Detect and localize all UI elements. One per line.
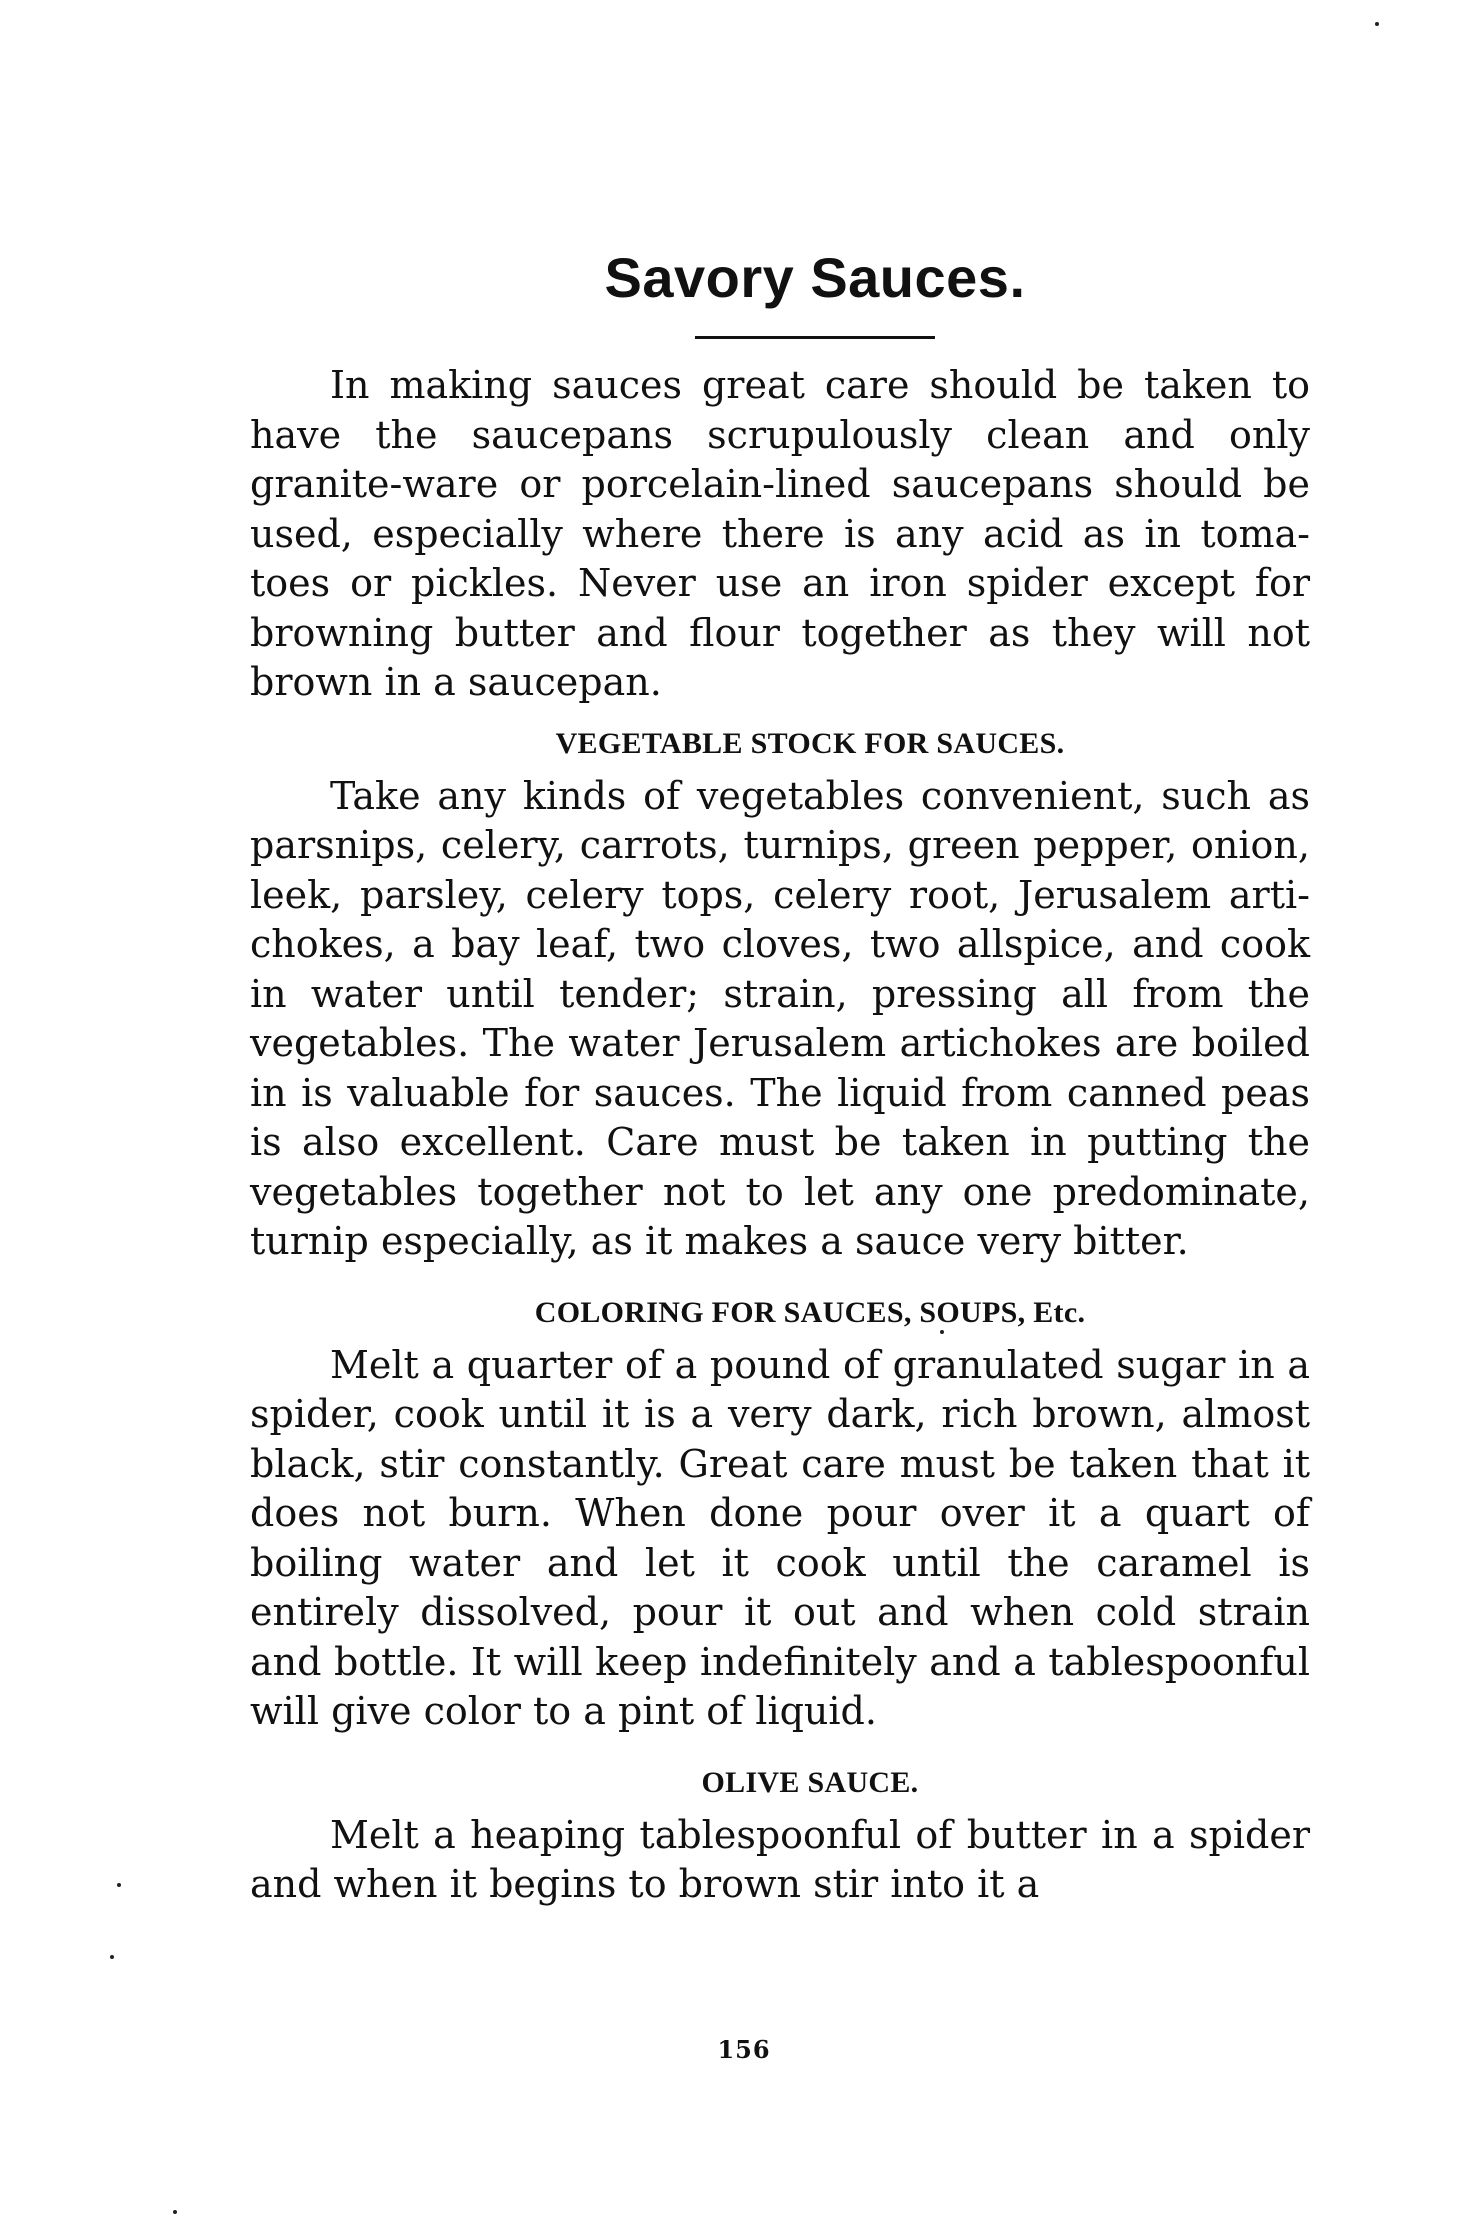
scan-speck: [1375, 22, 1379, 26]
scan-speck: [117, 1883, 121, 1887]
page-title: Savory Sauces.: [604, 246, 1026, 309]
section-text-vegetable-stock: Take any kinds of vegetables convenient, such as parsnips, celery, carrots, turnips, green pepper, onion, leek, parsley, celery tops, celery root, Jerusalem artichokes, a bay leaf, two cloves, two allspice, and cook in water until tender; strain, pressing all from the vegetables. The water Jerusalem artichokes are boiled in is valuable for sauces. The liquid from canned peas is also excellent. Care must be taken in putting the vegetables together not to let any one predominate, turnip especially, as it makes a sauce very bitter.: [250, 773, 1310, 1263]
intro-paragraph: In making sauces great care should be taken to have the saucepans scrupulously clean and only granite-ware or porcelain-lined saucepans should be used, especially where there is any acid as in tomatoes or pickles. Never use an iron spider except for browning butter and flour together as they will not brown in a saucepan.: [250, 363, 1310, 704]
scan-speck: [110, 1955, 114, 1959]
section-heading-olive-sauce: OLIVE SAUCE.: [701, 1765, 919, 1799]
section-text-coloring: Melt a quarter of a pound of granulated sugar in a spider, cook until it is a very dark, rich brown, almost black, stir constantly. Great care must be taken that it does not burn. When done pour over it a quart of boiling water and let it cook until the caramel is entirely dissolved, pour it out and when cold strain and bottle. It will keep indefinitely and a tablespoonful will give color to a pint of liquid.: [250, 1342, 1310, 1733]
title-rule: [695, 336, 935, 339]
scan-speck: [940, 1330, 944, 1334]
section-heading-vegetable-stock: VEGETABLE STOCK FOR SAUCES.: [555, 726, 1065, 760]
page-number: 156: [717, 2035, 771, 2064]
page-body: [250, 246, 1310, 1910]
section-text-olive-sauce: Melt a heaping tablespoonful of butter in a spider and when it begins to brown stir into it a: [250, 1812, 1310, 1906]
section-heading-coloring: COLORING FOR SAUCES, SOUPS, Etc.: [534, 1295, 1086, 1329]
scan-speck: [173, 2210, 177, 2214]
